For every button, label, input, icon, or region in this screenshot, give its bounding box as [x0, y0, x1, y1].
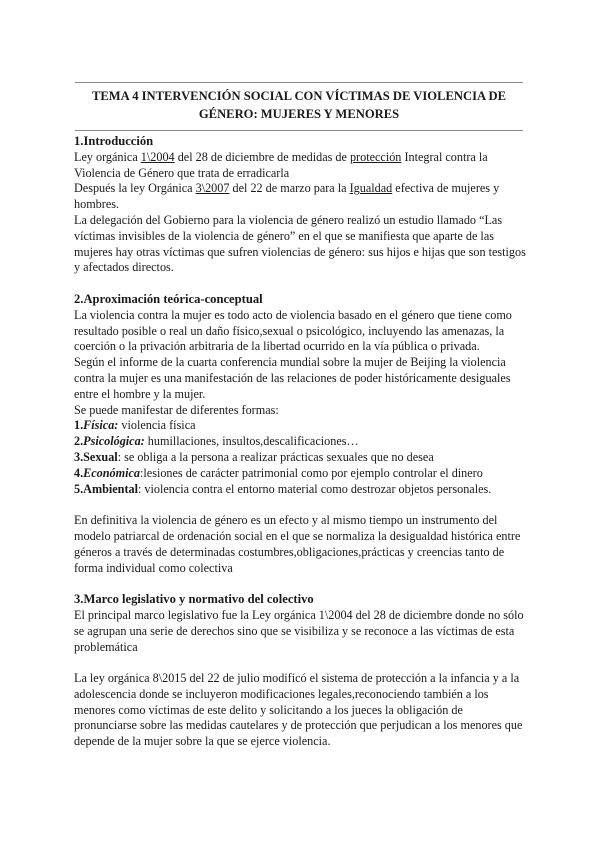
form-item	[74, 482, 526, 498]
paragraph-marco-principal: El principal marco legislativo fue la Ley orgánica 1\2004 del 28 de diciembre donde no sólo se agrupan una serie de derechos sino que se visibiliza y se reconoce a las víctimas de esta problemática	[74, 607, 524, 654]
text: del 28 de diciembre de medidas de	[174, 149, 350, 164]
paragraph-definicion: La violencia contra la mujer es todo acto de violencia basado en el género que tiene como resultado posible o real un daño físico,sexual o psicológico, incluyendo las amenazas, la coerción o la privación arbitraria de la libertad ocurrido en la vía pública o privada.	[74, 307, 512, 354]
form-item	[74, 450, 526, 466]
link-igualdad[interactable]: Igualdad	[349, 181, 393, 196]
text: del 22 de marzo para la	[229, 181, 350, 196]
paragraph-formas-intro: Se puede manifestar de diferentes formas:	[74, 402, 279, 417]
section-heading-aproximacion: 2.Aproximación teórica-conceptual	[74, 291, 263, 306]
form-description: :lesiones de carácter patrimonial como por ejemplo controlar el dinero	[140, 465, 483, 480]
paragraph-ley-2004	[74, 150, 526, 182]
spacer	[74, 276, 526, 292]
form-item	[74, 434, 526, 450]
form-name: 4.Económica	[74, 465, 141, 480]
link-proteccion[interactable]: protección	[349, 149, 402, 164]
document-title: TEMA 4 INTERVENCIÓN SOCIAL CON VÍCTIMAS DE VIOLENCIA DE GÉNERO: MUJERES Y MENORES	[91, 89, 507, 121]
form-name: 5.Ambiental	[74, 481, 138, 496]
text: Ley orgánica	[74, 149, 141, 164]
form-description: : violencia contra el entorno material como destrozar objetos personales.	[137, 481, 492, 496]
link-ley-2004[interactable]: 1\2004	[140, 149, 175, 164]
form-name: 1.Física:	[74, 418, 119, 433]
form-description: humillaciones, insultos,descalificaciones…	[144, 434, 359, 449]
text: Integral contra la Violencia de Género que trata de erradicarla	[74, 149, 488, 180]
paragraph-delegacion: La delegación del Gobierno para la violencia de género realizó un estudio llamado “Las víctimas invisibles de la violencia de género” en el que se manifiesta que aparte de las mujeres hay otras víctimas que sufren violencias de género: sus hijos e hijas que son testigos y afectados directos.	[74, 212, 526, 275]
title-divider	[75, 130, 523, 131]
text: efectiva de mujeres y hombres.	[74, 181, 500, 212]
forms-list	[74, 418, 526, 497]
spacer	[74, 497, 526, 513]
paragraph-ley-2015: La ley orgánica 8\2015 del 22 de julio modificó el sistema de protección a la infancia y a la adolescencia donde se incluyeron modificaciones legales,reconociendo también a los menores como víctimas de este delito y solicitando a los jueces la obligación de pronunciarse sobre las medidas cautelares y de protección que perjudican a los menores que depende de la mujer sobre la que se ejerce violencia.	[74, 671, 523, 749]
link-ley-2007[interactable]: 3\2007	[195, 181, 230, 196]
paragraph-ley-2007	[74, 181, 526, 213]
top-divider	[75, 82, 523, 83]
spacer	[74, 576, 526, 592]
section-heading-introduccion: 1.Introducción	[74, 134, 154, 148]
form-description: : se obliga a la persona a realizar prácticas sexuales que no desea	[117, 449, 434, 464]
text: Después la ley Orgánica	[74, 181, 196, 196]
section-heading-marco: 3.Marco legislativo y normativo del colectivo	[74, 592, 314, 607]
spacer	[74, 655, 526, 671]
form-description: violencia física	[118, 418, 196, 433]
document-body	[74, 134, 526, 750]
form-item	[74, 418, 526, 434]
form-item	[74, 466, 526, 482]
paragraph-beijing: Según el informe de la cuarta conferencia mundial sobre la mujer de Beijing la violencia contra la mujer es una manifestación de las relaciones de poder históricamente desiguales entre el hombre y la mujer.	[74, 355, 511, 401]
form-name: 3.Sexual	[74, 449, 118, 464]
paragraph-definitiva: En definitiva la violencia de género es un efecto y al mismo tiempo un instrumento del modelo patriarcal de ordenación social en el que se normaliza la desigualdad histórica entre géneros a través de determinadas costumbres,obligaciones,prácticas y creencias tanto de forma individual como colectiva	[74, 513, 521, 575]
form-name: 2.Psicológica:	[74, 434, 145, 449]
